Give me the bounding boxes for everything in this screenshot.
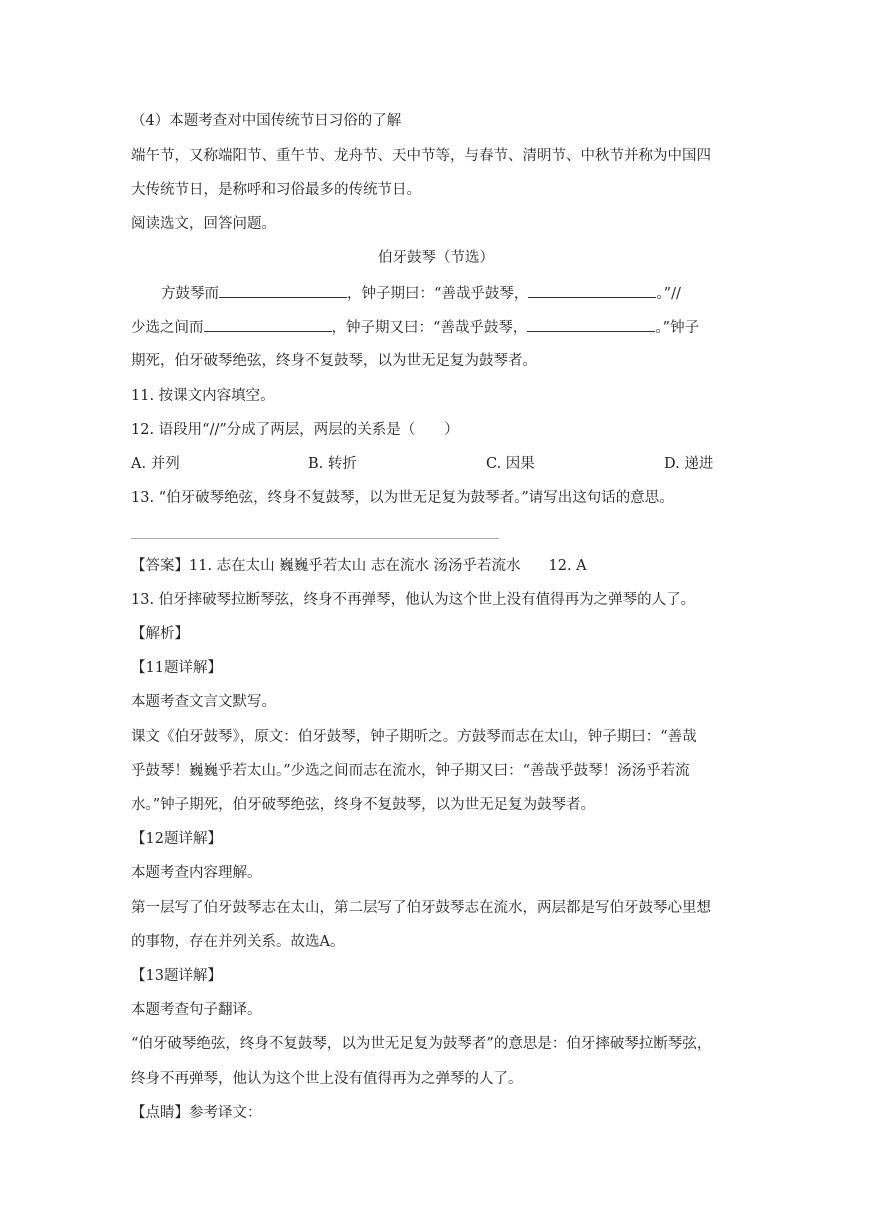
passage-title: 伯牙鼓琴（节选） bbox=[378, 250, 494, 266]
question-11: 11. 按课文内容填空。 bbox=[131, 388, 275, 404]
fill-blank[interactable] bbox=[528, 283, 656, 298]
option-c: C. 因果 bbox=[486, 456, 535, 472]
detail-heading: 【11题详解】 bbox=[131, 660, 222, 676]
detail-heading: 【12题详解】 bbox=[131, 831, 222, 847]
analysis-heading: 【解析】 bbox=[131, 626, 189, 642]
passage-text: 。”钟子 bbox=[655, 320, 700, 336]
fill-blank[interactable] bbox=[219, 283, 347, 298]
detail-heading: 【13题详解】 bbox=[131, 968, 222, 984]
question-12: 12. 语段用“//”分成了两层，两层的关系是（ ） bbox=[131, 422, 459, 438]
option-a: A. 并列 bbox=[131, 456, 180, 472]
detail-text: 课文《伯牙鼓琴》，原文：伯牙鼓琴，钟子期听之。方鼓琴而志在太山，钟子期曰：“善哉 bbox=[131, 729, 697, 745]
passage-line bbox=[161, 283, 741, 304]
detail-text: “伯牙破琴绝弦，终身不复鼓琴，以为世无足复为鼓琴者”的意思是：伯牙摔破琴拉断琴弦， bbox=[131, 1036, 712, 1052]
passage-text: 少选之间而 bbox=[131, 320, 204, 336]
detail-text: 乎鼓琴！巍巍乎若太山。”少选之间而志在流水，钟子期又曰：“善哉乎鼓琴！汤汤乎若流 bbox=[131, 763, 690, 779]
answer-text: 12. A bbox=[548, 558, 587, 574]
instruction-line: 阅读选文，回答问题。 bbox=[131, 216, 276, 232]
passage-line: 期死，伯牙破琴绝弦，终身不复鼓琴，以为世无足复为鼓琴者。 bbox=[131, 353, 537, 369]
answer-line: 13. 伯牙摔破琴拉断琴弦，终身不再弹琴，他认为这个世上没有值得再为之弹琴的人了。 bbox=[131, 592, 696, 608]
passage-text: 。”// bbox=[656, 286, 681, 302]
fill-blank[interactable] bbox=[204, 317, 332, 332]
answer-text: 【答案】11. 志在太山 巍巍乎若太山 志在流水 汤汤乎若流水 bbox=[131, 558, 521, 574]
passage-line bbox=[131, 317, 741, 338]
dianjing-heading: 【点睛】参考译文： bbox=[131, 1105, 262, 1121]
fill-blank[interactable] bbox=[527, 317, 655, 332]
paragraph-line: 大传统节日，是称呼和习俗最多的传统节日。 bbox=[131, 182, 421, 198]
option-b: B. 转折 bbox=[308, 456, 357, 472]
passage-text: ，钟子期又曰：“善哉乎鼓琴， bbox=[331, 320, 528, 336]
divider bbox=[131, 538, 499, 539]
detail-text: 本题考查文言文默写。 bbox=[131, 694, 276, 710]
detail-text: 本题考查句子翻译。 bbox=[131, 1002, 262, 1018]
passage-text: ，钟子期曰：“善哉乎鼓琴， bbox=[347, 286, 529, 302]
section-heading: （4）本题考查对中国传统节日习俗的了解 bbox=[131, 113, 402, 129]
detail-text: 本题考查内容理解。 bbox=[131, 865, 262, 881]
detail-text: 终身不再弹琴，他认为这个世上没有值得再为之弹琴的人了。 bbox=[131, 1071, 523, 1087]
detail-text: 第一层写了伯牙鼓琴志在太山，第二层写了伯牙鼓琴志在流水，两层都是写伯牙鼓琴心里想 bbox=[131, 900, 711, 916]
detail-text: 的事物，存在并列关系。故选A。 bbox=[131, 934, 345, 950]
answer-line bbox=[131, 556, 741, 576]
passage-text: 方鼓琴而 bbox=[161, 286, 219, 302]
question-13: 13. “伯牙破琴绝弦，终身不复鼓琴，以为世无足复为鼓琴者。”请写出这句话的意思。 bbox=[131, 490, 674, 506]
paragraph-line: 端午节，又称端阳节、重午节、龙舟节、天中节等，与春节、清明节、中秋节并称为中国四 bbox=[131, 148, 711, 164]
detail-text: 水。”钟子期死，伯牙破琴绝弦，终身不复鼓琴，以为世无足复为鼓琴者。 bbox=[131, 797, 596, 813]
option-d: D. 递进 bbox=[664, 456, 714, 472]
